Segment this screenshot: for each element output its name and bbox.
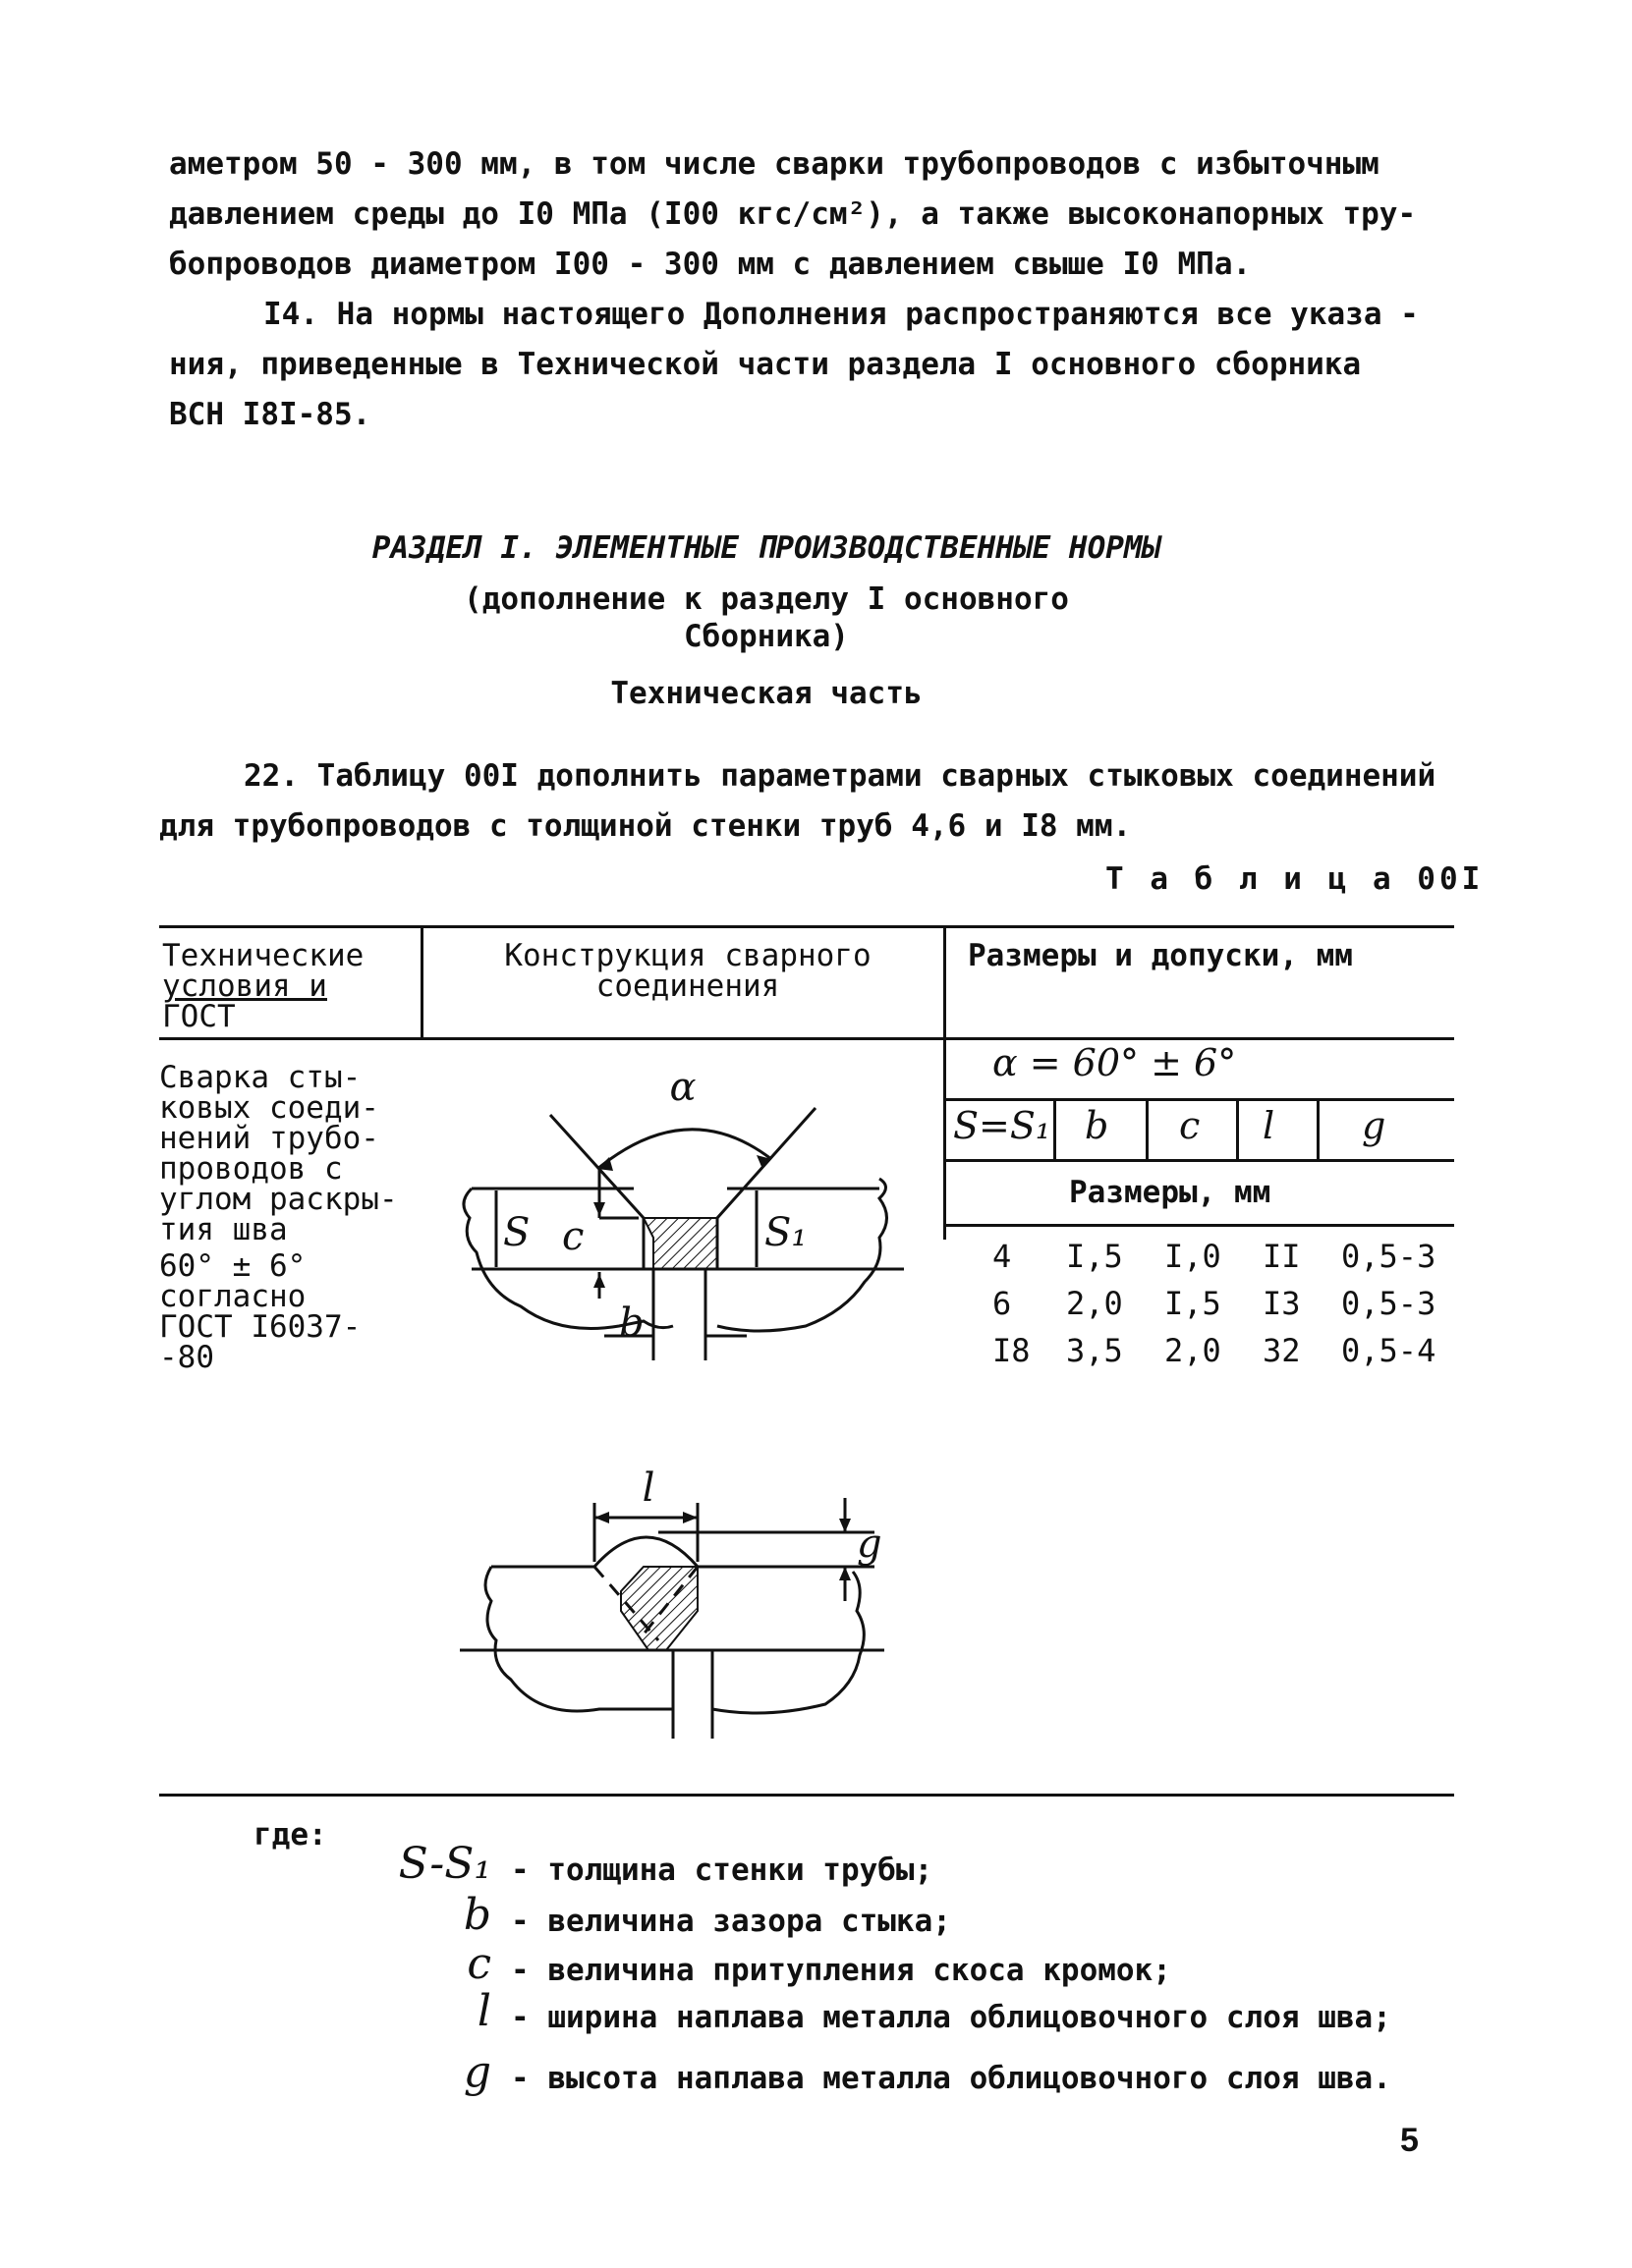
- para22-line-1: 22. Таблицу 00I дополнить параметрами сварных стыковых соединений: [244, 758, 1436, 794]
- legend-text: - величина притупления скоса кромок;: [511, 1953, 1171, 1988]
- cell-s: 6: [992, 1285, 1012, 1322]
- header-col1-line3: ГОСТ: [162, 999, 236, 1034]
- label-g: g: [857, 1521, 882, 1567]
- page-number: 5: [1400, 2122, 1419, 2159]
- cell-b: 2,0: [1066, 1285, 1123, 1322]
- groove-diagram: [432, 1041, 943, 1375]
- legend-symbol: l: [477, 1986, 491, 2036]
- cell-b: I,5: [1066, 1238, 1123, 1275]
- units-label: Размеры, мм: [1069, 1175, 1271, 1210]
- table-bottom-rule: [159, 1794, 1454, 1797]
- condition-line: ковых соеди-: [159, 1090, 379, 1126]
- table-header-divider-2: [943, 925, 946, 1240]
- section-subtitle-1: (дополнение к разделу I основного: [464, 581, 1069, 617]
- condition-line: проводов с: [159, 1151, 343, 1187]
- label-c: c: [562, 1214, 585, 1259]
- label-s1: S₁: [764, 1210, 808, 1255]
- header-col1-line1: Технические: [162, 938, 365, 973]
- condition-line: -80: [159, 1340, 214, 1375]
- condition-line: согласно: [159, 1279, 307, 1314]
- cell-g: 0,5-3: [1341, 1285, 1436, 1322]
- cell-s: I8: [992, 1332, 1031, 1369]
- cap-diagram: [452, 1464, 914, 1748]
- table-caption: Т а б л и ц а 00I: [1105, 861, 1485, 897]
- subhead-b: b: [1085, 1104, 1109, 1147]
- legend-symbol: g: [463, 2047, 491, 2097]
- subhead-l: l: [1263, 1104, 1275, 1147]
- para22-line-2: для трубопроводов с толщиной стенки труб 4,6 и I8 мм.: [159, 808, 1132, 844]
- subhead-g: g: [1362, 1104, 1386, 1147]
- cell-g: 0,5-4: [1341, 1332, 1436, 1369]
- legend-text: - ширина наплава металла облицовочного слоя шва;: [511, 2000, 1391, 2035]
- intro-line-2: давлением среды до I0 МПа (I00 кгс/см²), а также высоконапорных тру-: [169, 196, 1417, 232]
- table-top-rule: [159, 925, 1454, 928]
- intro-line-6: ВСН I8I-85.: [169, 397, 371, 432]
- cell-s: 4: [992, 1238, 1012, 1275]
- legend-symbol: b: [463, 1890, 491, 1940]
- condition-line: тия шва: [159, 1212, 288, 1247]
- table-row: [992, 1233, 1435, 1280]
- cell-b: 3,5: [1066, 1332, 1123, 1369]
- table-header-divider-1: [421, 925, 423, 1039]
- subhead-c: c: [1179, 1104, 1201, 1147]
- intro-line-5: ния, приведенные в Технической части раздела I основного сборника: [169, 347, 1362, 382]
- label-l: l: [642, 1466, 655, 1511]
- cell-g: 0,5-3: [1341, 1238, 1436, 1275]
- header-col2-line1: Конструкция сварного: [504, 938, 872, 973]
- cell-c: I,5: [1164, 1285, 1221, 1322]
- intro-line-3: бопроводов диаметром I00 - 300 мм с давлением свыше I0 МПа.: [169, 247, 1252, 282]
- cell-c: I,0: [1164, 1238, 1221, 1275]
- label-b: b: [619, 1300, 645, 1346]
- cell-l: II: [1263, 1238, 1301, 1275]
- header-col3: Размеры и допуски, мм: [968, 938, 1353, 973]
- subhead-s: S=S₁: [953, 1104, 1051, 1147]
- condition-line: нений трубо-: [159, 1121, 379, 1156]
- cell-l: 32: [1263, 1332, 1301, 1369]
- condition-line: Сварка сты-: [159, 1060, 362, 1095]
- subhead-divider: [1236, 1098, 1239, 1161]
- subhead-divider: [1317, 1098, 1320, 1161]
- condition-line: углом раскры-: [159, 1182, 398, 1217]
- section-part-title: Техническая часть: [610, 676, 923, 711]
- condition-line: 60° ± 6°: [159, 1248, 307, 1284]
- conditions-text: [159, 1060, 398, 1375]
- header-col2-line2: соединения: [595, 968, 780, 1004]
- table-row: [992, 1327, 1435, 1374]
- subhead-bottom-rule: [945, 1159, 1454, 1162]
- section-subtitle-2: Сборника): [684, 619, 849, 654]
- cell-l: I3: [1263, 1285, 1301, 1322]
- subhead-top-rule: [945, 1098, 1454, 1101]
- section-title: РАЗДЕЛ I. ЭЛЕМЕНТНЫЕ ПРОИЗВОДСТВЕННЫЕ НОРМЫ: [371, 530, 1161, 566]
- legend-text: - величина зазора стыка;: [511, 1904, 951, 1939]
- header-col1-line2: условия и: [162, 968, 327, 1004]
- legend-symbol: c: [467, 1939, 491, 1989]
- table-row: [992, 1280, 1435, 1327]
- subhead-divider: [1146, 1098, 1149, 1161]
- legend-text: - толщина стенки трубы;: [511, 1853, 933, 1888]
- intro-line-1: аметром 50 - 300 мм, в том числе сварки трубопроводов с избыточным: [169, 146, 1379, 182]
- label-alpha: α: [669, 1065, 697, 1110]
- values-top-rule: [945, 1224, 1454, 1227]
- cell-c: 2,0: [1164, 1332, 1221, 1369]
- legend-symbol: S-S₁: [398, 1839, 491, 1889]
- condition-line: ГОСТ I6037-: [159, 1309, 362, 1345]
- label-s: S: [503, 1210, 531, 1255]
- legend-text: - высота наплава металла облицовочного слоя шва.: [511, 2061, 1391, 2096]
- legend-where: где:: [253, 1817, 327, 1853]
- table-header-rule: [159, 1037, 1454, 1040]
- intro-line-4: I4. На нормы настоящего Дополнения распространяются все указа -: [263, 297, 1419, 332]
- angle-spec: α = 60° ± 6°: [992, 1041, 1237, 1084]
- subhead-divider: [1053, 1098, 1056, 1161]
